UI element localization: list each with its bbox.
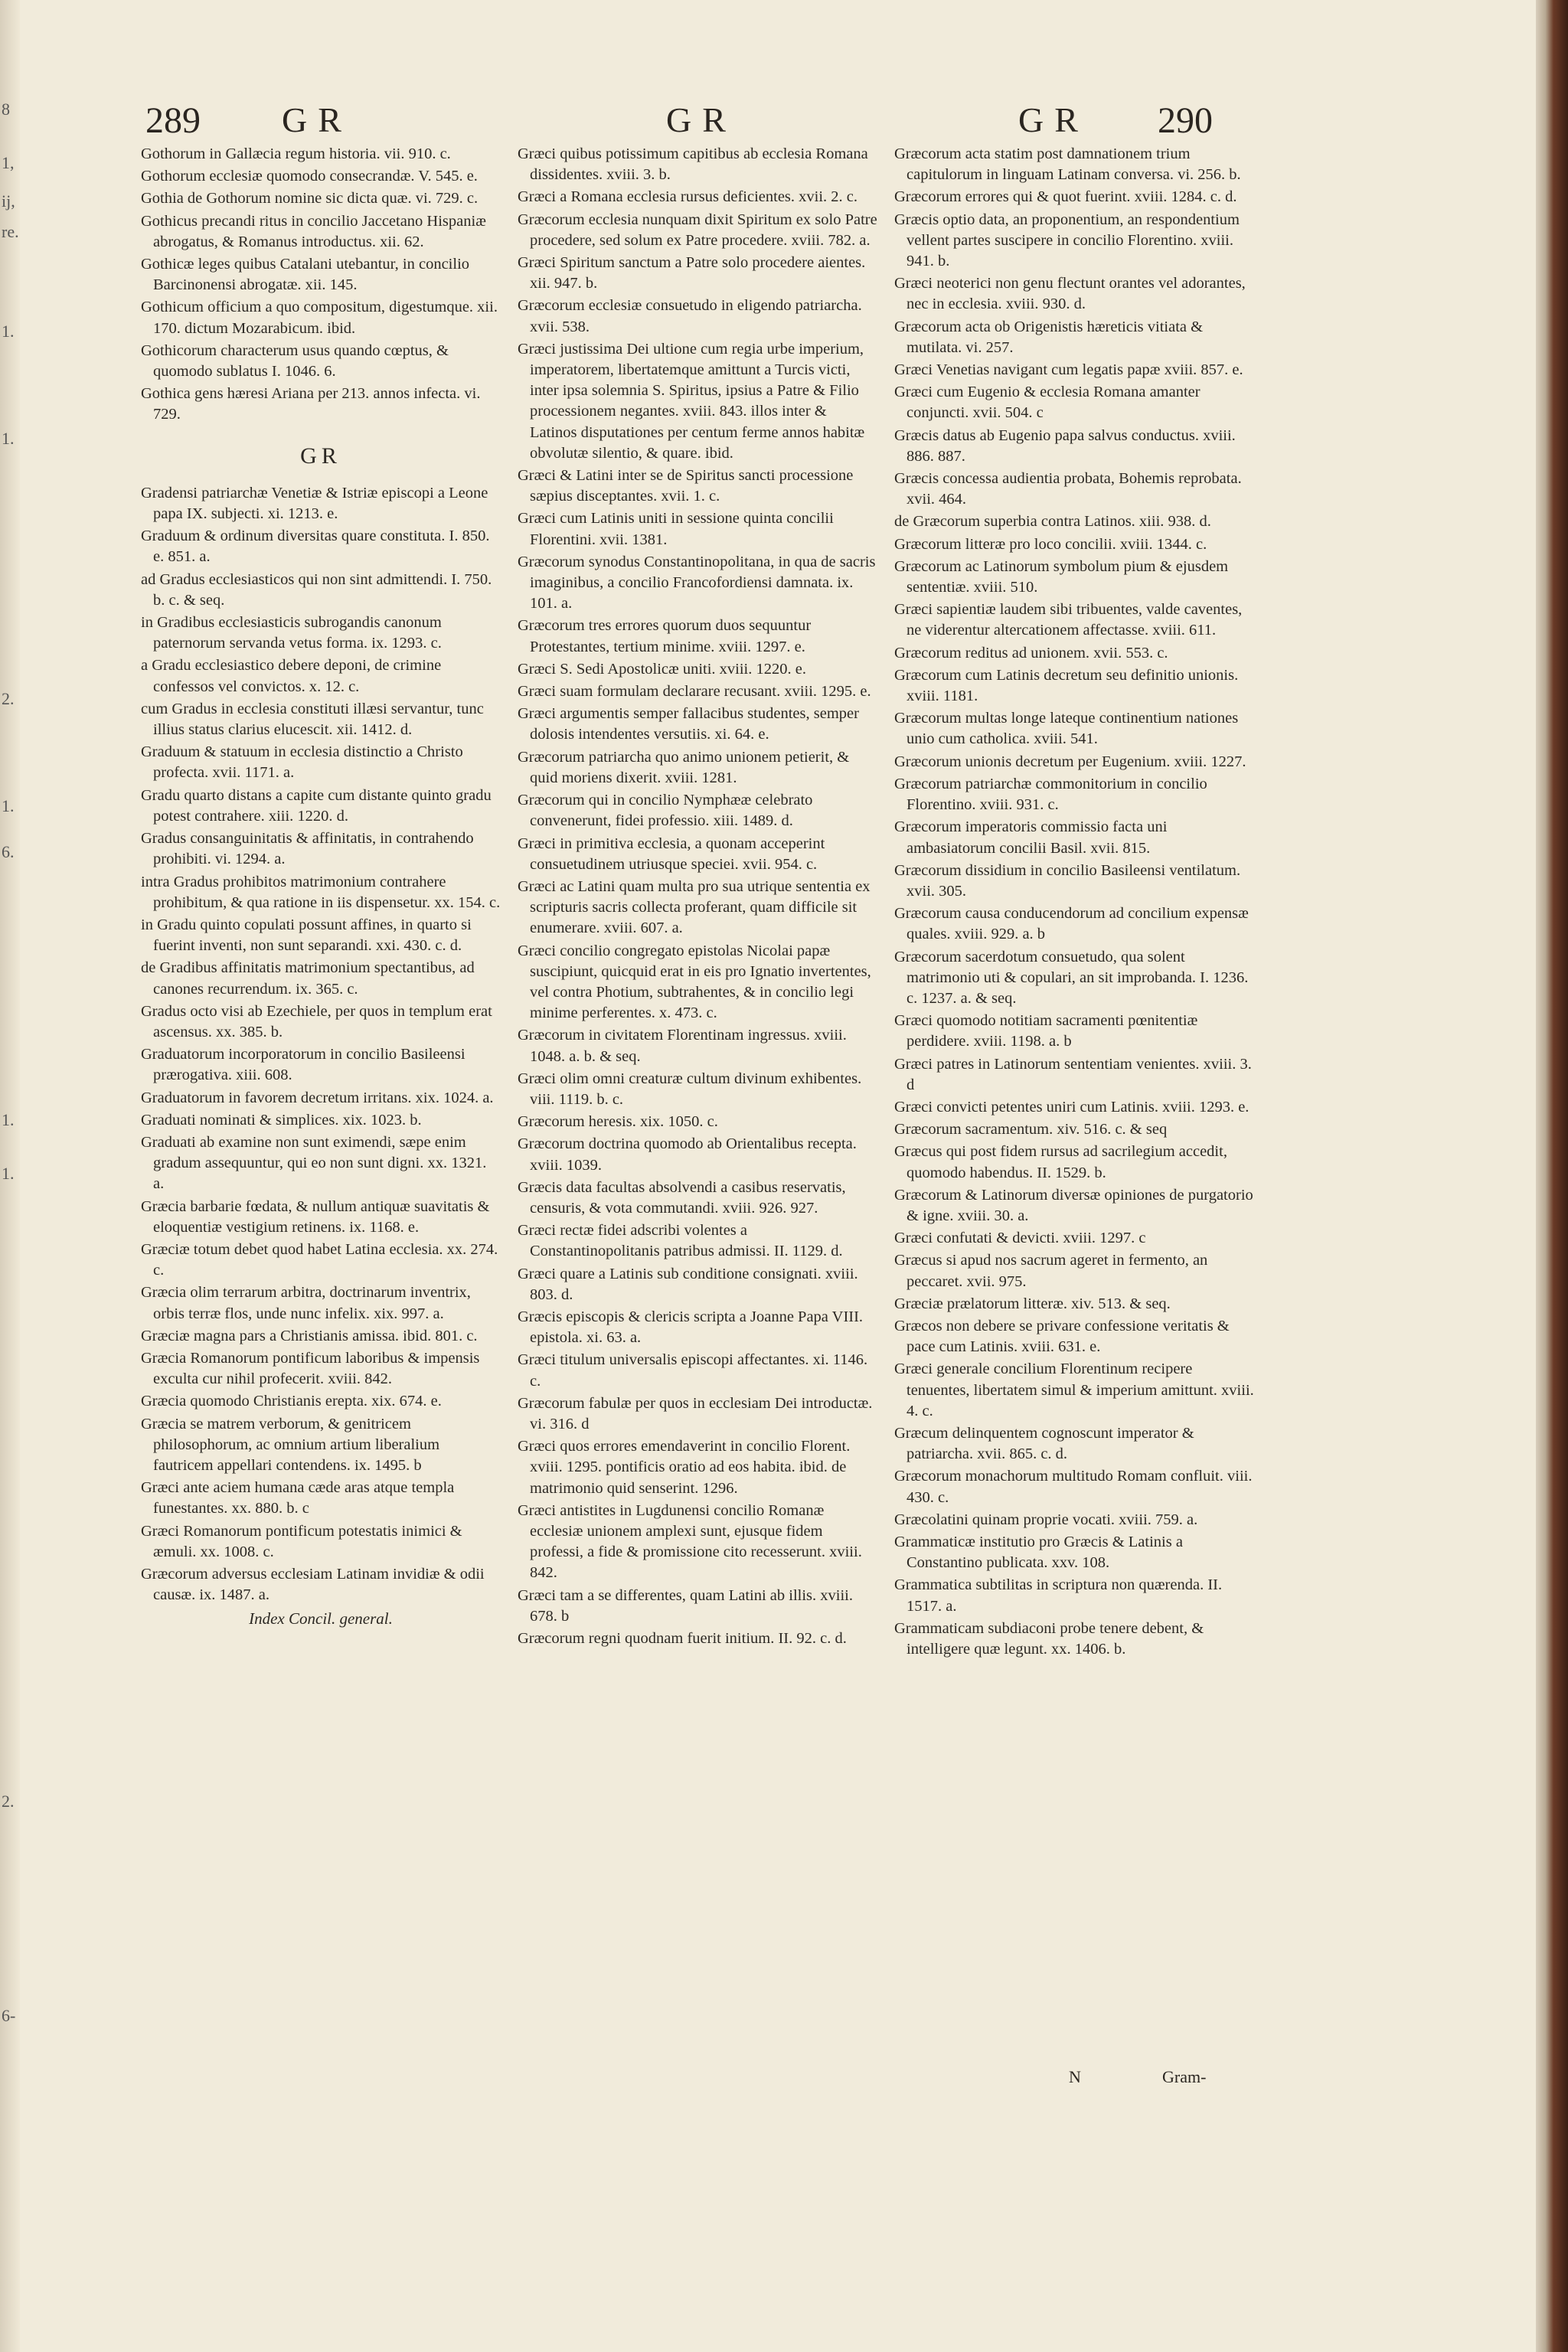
index-entry: Græci quare a Latinis sub conditione consignati. xviii. 803. d. [518,1265,858,1303]
index-entry: Græci suam formulam declarare recusant. xviii. 1295. e. [518,683,871,701]
index-entry: de Gradibus affinitatis matrimonium spectantibus, ad canones recurrendum. ix. 365. c. [141,959,475,998]
index-entry: Grammaticæ institutio pro Græcis & Latinis a Constantino publicata. xxv. 108. [894,1534,1183,1572]
index-entry: Gradensi patriarchæ Venetiæ & Istriæ episcopi a Leone papa IX. subjecti. xi. 1213. e. [141,484,488,523]
middle-running-head: GR [666,100,737,139]
index-entry: Gothicum officium a quo compositum, digestumque. xii. 170. dictum Mozarabicum. ibid. [141,299,498,337]
index-entry: Græci antistites in Lugdunensi concilio Romanæ ecclesiæ unionem amplexi sunt, ejusque fidem professi, a fide & promissione cito recesserunt. xviii. 842. [518,1501,862,1582]
index-entry: Græci neoterici non genu flectunt orantes vel adorantes, nec in ecclesia. xviii. 930. d. [894,275,1246,313]
index-entry: Graduum & statuum in ecclesia distinctio a Christo profecta. xvii. 1171. a. [141,743,463,782]
index-entry: Gothicus precandi ritus in concilio Jaccetano Hispaniæ abrogatus, & Romanus introductus. xii. 62. [141,212,486,250]
left-page-number: 289 [145,100,201,141]
index-entry: Græci justissima Dei ultione cum regia urbe imperium, imperatorem, libertatemque amittunt a Turcis victi, inter ipsa solemnia S. Spiritus, ipsius a Patre & Filio processionem negantes. xviii. 843. illos inter & Latinos disputationes per centum ferme annos habitæ obvolutæ silentio, & quare. ibid. [518,340,865,462]
index-entry: Græcorum unionis decretum per Eugenium. xviii. 1227. [894,753,1246,770]
index-entry: Grammaticam subdiaconi probe tenere debent, & intelligere quæ legunt. xx. 1406. b. [894,1619,1204,1658]
index-entry: Græcorum sacramentum. xiv. 516. c. & seq [894,1121,1168,1138]
right-column [894,144,1254,1661]
index-entry: Græci a Romana ecclesia rursus deficientes. xvii. 2. c. [518,188,858,206]
index-entry: Græcorum reditus ad unionem. xvii. 553. c. [894,644,1168,662]
index-entry: Græci & Latini inter se de Spiritus sancti processione sæpius disceptantes. xvii. 1. c. [518,467,854,505]
section-heading: GR [300,443,341,469]
index-entry: Graduatorum in favorem decretum irritans. xix. 1024. a. [141,1089,494,1106]
index-entry: intra Gradus prohibitos matrimonium contrahere prohibitum, & qua ratione in iis dispensetur. xx. 154. c. [141,873,501,911]
index-entry: Grammatica subtilitas in scriptura non quærenda. II. 1517. a. [894,1576,1223,1615]
index-entry: Græcorum patriarcha quo animo unionem petierit, & quid moriens dixerit. xviii. 1281. [518,748,850,786]
index-entry: Græci argumentis semper fallacibus studentes, semper dolosis intendentes versutiis. xi. 64. e. [518,705,859,743]
margin-fragment: 6- [2,2006,16,2025]
index-entry: Græci ac Latini quam multa pro sua utrique sententia ex scripturis sacris collecta proferant, quam difficile sit enumerare. xviii. 607. a. [518,877,871,937]
index-entry: Græcorum & Latinorum diversæ opiniones de purgatorio & igne. xviii. 30. a. [894,1186,1253,1224]
index-entry: Græcolatini quinam proprie vocati. xviii. 759. a. [894,1511,1198,1528]
index-entry: ad Gradus ecclesiasticos qui non sint admittendi. I. 750. b. c. & seq. [141,570,492,609]
index-entry: Græcorum causa conducendorum ad concilium expensæ quales. xviii. 929. a. b [894,905,1249,943]
margin-fragment: 8 [2,100,10,119]
index-entry: Græci Romanorum pontificum potestatis inimici & æmuli. xx. 1008. c. [141,1522,462,1560]
index-entry: Græcorum ecclesiæ consuetudo in eligendo patriarcha. xvii. 538. [518,297,862,335]
index-entry: Græcis datus ab Eugenio papa salvus conductus. xviii. 886. 887. [894,426,1236,465]
right-running-head: GR [1018,100,1089,139]
left-running-head: GR [282,100,352,139]
index-entry: Græcorum qui in concilio Nymphææ celebrato convenerunt, fidei professio. xiii. 1489. d. [518,792,813,830]
margin-fragment: 1. [2,429,15,448]
index-entry: Graduati nominati & simplices. xix. 1023. b. [141,1111,422,1129]
index-entry: Græci generale concilium Florentinum recipere tenuentes, libertatem simul & imperium amittunt. xviii. 4. c. [894,1361,1254,1419]
index-entry: Græci Spiritum sanctum a Patre solo procedere aientes. xii. 947. b. [518,254,866,292]
index-entry: Græcia olim terrarum arbitra, doctrinarum inventrix, orbis terræ flos, unde nunc infelix. xix. 997. a. [141,1284,471,1322]
index-entry: Græcorum monachorum multitudo Romam confluit. viii. 430. c. [894,1468,1253,1506]
index-entry: Gothia de Gothorum nomine sic dicta quæ. vi. 729. c. [141,190,479,207]
index-entry: Græcorum dissidium in concilio Basileensi ventilatum. xvii. 305. [894,861,1241,900]
index-entry: Graduum & ordinum diversitas quare constituta. I. 850. e. 851. a. [141,528,490,566]
index-entry: Gothica gens hæresi Ariana per 213. annos infecta. vi. 729. [141,385,481,423]
margin-fragment: 1. [2,322,15,341]
index-entry: Græcis optio data, an proponentium, an respondentium vellent partes suscipere in concilio Florentino. xviii. 941. b. [894,211,1240,270]
index-entry: Græcia barbarie fœdata, & nullum antiquæ suavitatis & eloquentiæ vestigium retinens. ix. 1168. e. [141,1197,490,1236]
index-footer: Index Concil. general. [249,1609,393,1628]
index-entry: a Gradu ecclesiastico debere deponi, de crimine confessos vel convictos. x. 12. c. [141,657,442,695]
index-entry: Græci tam a se differentes, quam Latini ab illis. xviii. 678. b [518,1586,853,1625]
index-entry: Græcia se matrem verborum, & genitricem philosophorum, ac omnium artium liberalium fautricem appellari contendens. ix. 1495. b [141,1415,440,1474]
index-entry: Gradus consanguinitatis & affinitatis, in contrahendo prohibiti. vi. 1294. a. [141,830,474,868]
index-entry: Græcorum doctrina quomodo ab Orientalibus recepta. xviii. 1039. [518,1135,857,1174]
index-entry: Græcorum ecclesia nunquam dixit Spiritum ex solo Patre procedere, sed solum ex Patre procedere. xviii. 782. a. [518,211,877,249]
margin-fragment: 1. [2,796,15,815]
right-entries [894,144,1254,1660]
page-header [0,100,1531,145]
index-entry: Græcorum imperatoris commissio facta uni ambasiatorum concilii Basil. xvii. 815. [894,818,1168,857]
index-entry: Græcis concessa audientia probata, Bohemis reprobata. xvii. 464. [894,470,1242,508]
index-entry: Græci cum Latinis uniti in sessione quinta concilii Florentini. xvii. 1381. [518,510,834,548]
margin-fragment: 1, [2,153,15,172]
left-entries [141,144,501,426]
middle-entries [518,144,877,1649]
index-entry: Græci concilio congregato epistolas Nicolai papæ suscipiunt, quicquid erat in eis pro Ignatio invertentes, vel contra Photium, subtrahentes, & in concilio legi minime perferentes. x. 473. c. [518,942,871,1022]
index-entry: Græciæ prælatorum litteræ. xiv. 513. & seq. [894,1295,1171,1312]
left-column [141,144,501,1630]
left-entries-2 [141,483,501,1606]
index-entry: Græci S. Sedi Apostolicæ uniti. xviii. 1220. e. [518,660,806,678]
index-entry: Græcus si apud nos sacrum ageret in fermento, an peccaret. xvii. 975. [894,1252,1208,1290]
index-entry: Gradu quarto distans a capite cum distante quinto gradu potest contrahere. xiii. 1220. d. [141,786,492,825]
index-entry: Græcorum cum Latinis decretum seu definitio unionis. xviii. 1181. [894,666,1239,705]
binding-edge [1536,0,1568,2352]
margin-fragment: 2. [2,689,15,708]
index-entry: Gothorum ecclesiæ quomodo consecrandæ. V. 545. e. [141,168,478,185]
index-entry: Græcorum sacerdotum consuetudo, qua solent matrimonio uti & copulari, an sit improbanda. I. 1236. c. 1237. a. & seq. [894,948,1249,1007]
index-entry: Græcis episcopis & clericis scripta a Joanne Papa VIII. epistola. xi. 63. a. [518,1308,864,1347]
margin-fragment: 1. [2,1164,15,1183]
index-entry: Gothicæ leges quibus Catalani utebantur, in concilio Barcinonensi abrogatæ. xii. 145. [141,256,470,294]
index-entry: Græci quibus potissimum capitibus ab ecclesia Romana dissidentes. xviii. 3. b. [518,145,868,184]
catchword: Gram- [1162,2067,1207,2086]
index-entry: Græciæ magna pars a Christianis amissa. ibid. 801. c. [141,1327,478,1344]
index-entry: Græci sapientiæ laudem sibi tribuentes, valde caventes, ne viderentur altercationem affectasse. xviii. 611. [894,601,1243,639]
index-entry: Græci rectæ fidei adscribi volentes a Constantinopolitanis patribus admissi. II. 1129. d. [518,1222,843,1260]
margin-fragment: 6. [2,842,15,861]
index-entry: Græcorum multas longe lateque continentium nationes unio cum catholica. xviii. 541. [894,710,1239,748]
index-entry: Græcorum synodus Constantinopolitana, in qua de sacris imaginibus, a concilio Francofordiensi damnata. ix. 101. a. [518,553,876,612]
index-entry: in Gradibus ecclesiasticis subrogandis canonum paternorum servanda vetus forma. ix. 1293. c. [141,614,442,652]
index-entry: Græcorum in civitatem Florentinam ingressus. xviii. 1048. a. b. & seq. [518,1027,847,1065]
margin-fragment: re. [2,222,19,241]
index-entry: Græcorum heresis. xix. 1050. c. [518,1113,718,1131]
margin-fragment: ij, [2,191,15,211]
index-entry: Graduati ab examine non sunt eximendi, sæpe enim gradum assequuntur, qui eo non sunt digni. xx. 1321. a. [141,1133,487,1193]
index-entry: Græci convicti petentes uniri cum Latinis. xviii. 1293. e. [894,1098,1250,1116]
index-entry: Gradus octo visi ab Ezechiele, per quos in templum erat ascensus. xx. 385. b. [141,1002,492,1040]
index-entry: de Græcorum superbia contra Latinos. xiii. 938. d. [894,513,1211,531]
index-entry: Græci olim omni creaturæ cultum divinum exhibentes. viii. 1119. b. c. [518,1070,862,1108]
index-entry: Græci in primitiva ecclesia, a quonam acceperint consuetudinem utriusque speciei. xvii. 954. c. [518,835,825,873]
right-page-number: 290 [1158,100,1213,141]
index-entry: Græcus qui post fidem rursus ad sacrilegium accedit, quomodo habendus. II. 1529. b. [894,1143,1227,1181]
index-entry: Græcorum litteræ pro loco concilii. xviii. 1344. c. [894,535,1207,553]
index-entry: Græcorum patriarchæ commonitorium in concilio Florentino. xviii. 931. c. [894,775,1207,814]
index-entry: Græcorum tres errores quorum duos sequuntur Protestantes, tertium minime. xviii. 1297. e. [518,617,812,655]
index-entry: Græcum delinquentem cognoscunt imperator & patriarcha. xvii. 865. c. d. [894,1424,1194,1463]
index-entry: Græci patres in Latinorum sententiam venientes. xviii. 3. d [894,1055,1252,1093]
index-entry: Græcia quomodo Christianis erepta. xix. 674. e. [141,1393,442,1410]
margin-fragment: 2. [2,1792,15,1811]
margin-fragment: 1. [2,1110,15,1129]
index-entry: Græci confutati & devicti. xviii. 1297. c [894,1230,1146,1247]
index-entry: cum Gradus in ecclesia constituti illæsi servantur, tunc illius status clarius elucescit. xii. 1412. d. [141,700,484,739]
middle-column [518,144,877,1651]
index-entry: Græci cum Eugenio & ecclesia Romana amanter conjuncti. xvii. 504. c [894,384,1200,422]
index-entry: Gothorum in Gallæcia regum historia. vii. 910. c. [141,145,451,162]
index-entry: Græcorum adversus ecclesiam Latinam invidiæ & odii causæ. ix. 1487. a. [141,1566,485,1604]
index-entry: Græciæ totum debet quod habet Latina ecclesia. xx. 274. c. [141,1240,498,1279]
index-entry: Graduatorum incorporatorum in concilio Basileensi prærogativa. xiii. 608. [141,1046,466,1084]
signature-mark: N [1069,2067,1081,2086]
index-entry: Græci ante aciem humana cæde aras atque templa funestantes. xx. 880. b. c [141,1479,455,1517]
index-entry: in Gradu quinto copulati possunt affines, in quarto si fuerint inventi, non sunt separandi. xxi. 430. c. d. [141,916,472,955]
index-entry: Græcorum acta ob Origenistis hæreticis vitiata & mutilata. vi. 257. [894,318,1204,356]
index-entry: Græcorum regni quodnam fuerit initium. II. 92. c. d. [518,1630,847,1648]
index-entry: Græcorum fabulæ per quos in ecclesiam Dei introductæ. vi. 316. d [518,1394,873,1432]
index-entry: Græcos non debere se privare confessione veritatis & pace cum Latinis. xviii. 631. e. [894,1317,1230,1356]
index-entry: Græci Venetias navigant cum legatis papæ xviii. 857. e. [894,361,1243,379]
index-entry: Græcis data facultas absolvendi a casibus reservatis, censuris, & vota commutandi. xviii. 926. 927. [518,1178,846,1217]
index-entry: Græcorum ac Latinorum symbolum pium & ejusdem sententiæ. xviii. 510. [894,557,1229,596]
index-entry: Græci titulum universalis episcopi affectantes. xi. 1146. c. [518,1351,868,1390]
index-entry: Græcorum acta statim post damnationem trium capitulorum in linguam Latinam conversa. vi. 256. b. [894,145,1241,184]
index-entry: Græci quos errores emendaverint in concilio Florent. xviii. 1295. pontificis oratio ad eos habita. ibid. de matrimonio quid senserint. 1296. [518,1438,851,1497]
index-entry: Græci quomodo notitiam sacramenti pœnitentiæ perdidere. xviii. 1198. a. b [894,1012,1198,1050]
index-entry: Gothicorum characterum usus quando cœptus, & quomodo sublatus I. 1046. 6. [141,341,449,381]
index-entry: Græcorum errores qui & quot fuerint. xviii. 1284. c. d. [894,188,1237,206]
index-entry: Græcia Romanorum pontificum laboribus & impensis exculta cur nihil profecerit. xviii. 842. [141,1349,480,1388]
